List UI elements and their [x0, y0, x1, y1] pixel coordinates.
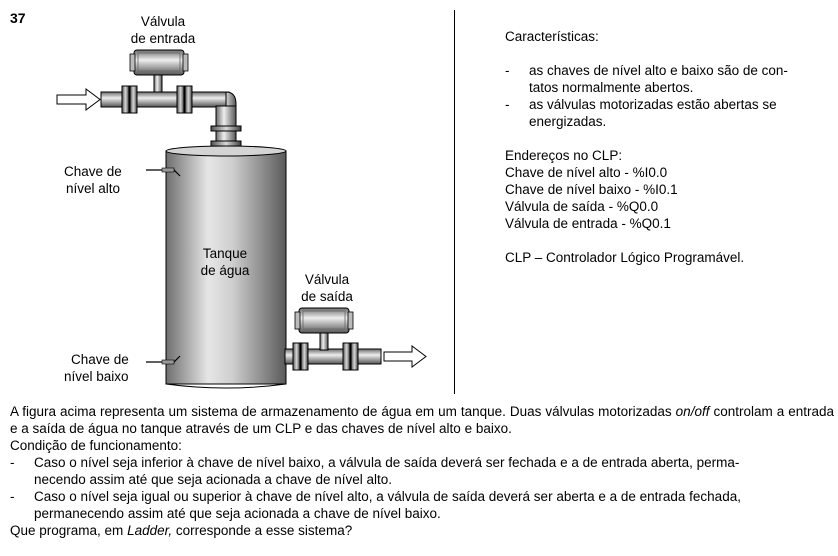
clp-note: CLP – Controlador Lógico Programável. — [505, 250, 745, 265]
address-item: Chave de nível baixo - %I0.1 — [505, 182, 678, 197]
tank-system-figure — [0, 0, 455, 400]
condition-title: Condição de funcionamento: — [10, 438, 182, 453]
characteristic-item: - as chaves de nível alto e baixo são de con- tatos normalmente abertos. — [505, 63, 788, 95]
inlet-valve — [130, 50, 188, 75]
outlet-valve — [295, 308, 353, 333]
outlet-arrow — [384, 346, 426, 367]
addresses-title: Endereços no CLP: — [505, 148, 623, 163]
outlet-pipe — [285, 332, 381, 370]
characteristic-item: - as válvulas motorizadas estão abertas se energizadas. — [505, 97, 777, 129]
high-switch-label: Chave de nível alto — [64, 164, 122, 196]
address-item: Válvula de entrada - %Q0.1 — [505, 216, 671, 231]
condition-item: - Caso o nível seja inferior à chave de nível baixo, a válvula de saída deverá ser fechada e a de entrada aberta, perma- necendo assim até que seja acionada a chave de nível alto. — [10, 455, 740, 487]
outlet-valve-label: Válvula de saída — [301, 272, 353, 304]
condition-item: - Caso o nível seja igual ou superior à chave de nível alto, a válvula de saída deverá ser aberta e a de entrada fechada, permanecendo assim até que seja acionada a chave de nível baixo. — [10, 489, 741, 521]
inlet-pipe — [101, 74, 241, 146]
characteristics-title: Características: — [505, 29, 599, 44]
address-item: Chave de nível alto - %I0.0 — [505, 165, 668, 180]
question-number: 37 — [10, 10, 26, 26]
intro-paragraph: A figura acima representa um sistema de armazenamento de água em um tanque. Duas válvulas motorizadas on/off controlam a entrada e a saída de água no tanque através de um CLP e das chaves de nível alto e baixo. — [10, 404, 834, 436]
low-switch-label: Chave de nível baixo — [64, 352, 129, 384]
column-divider — [454, 10, 455, 394]
question-text — [10, 403, 834, 539]
tank-label: Tanque de água — [200, 246, 250, 278]
question-prompt: Que programa, em Ladder, corresponde a esse sistema? — [10, 523, 353, 538]
inlet-arrow — [57, 89, 100, 110]
characteristics-panel — [505, 28, 825, 266]
address-item: Válvula de saída - %Q0.0 — [505, 199, 659, 214]
inlet-valve-label: Válvula de entrada — [130, 14, 196, 46]
